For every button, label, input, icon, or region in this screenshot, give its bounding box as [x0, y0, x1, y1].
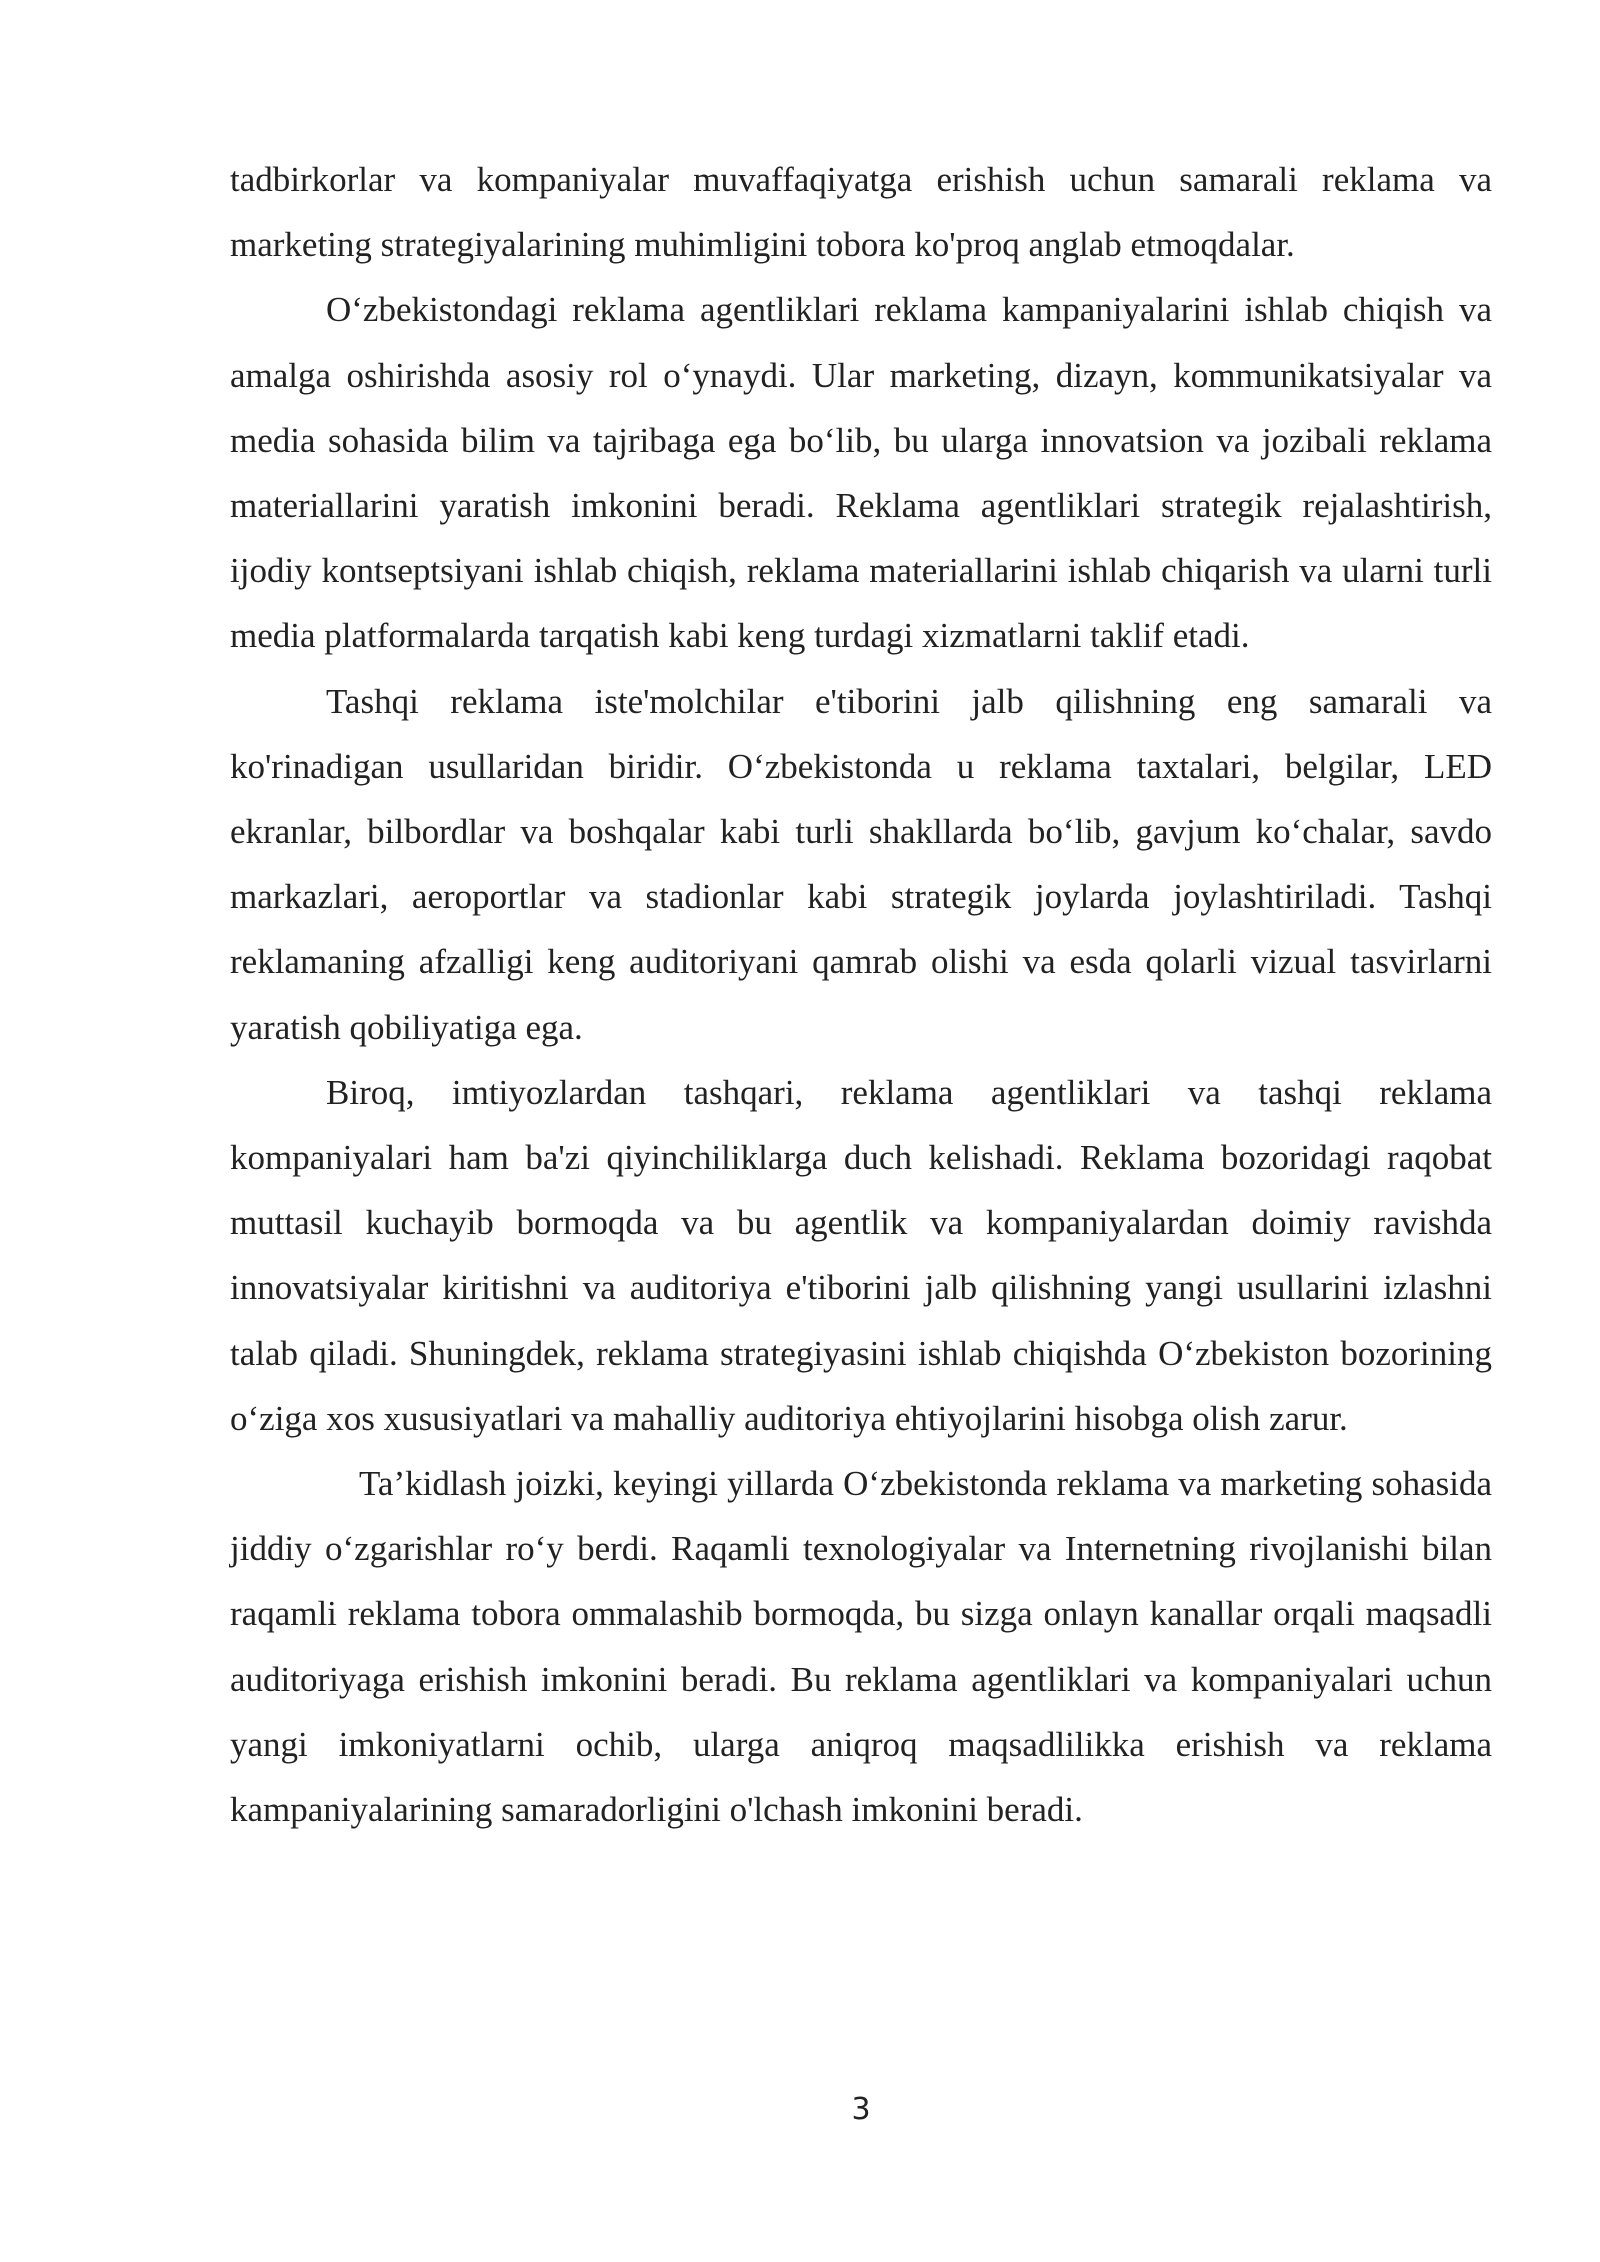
- document-body: [230, 147, 1492, 1842]
- paragraph-qiyinchiliklar: Biroq, imtiyozlardan tashqari, reklama agentliklari va tashqi reklama kompaniyalari ham ba'zi qiyinchiliklarga duch kelishadi. Reklama bozoridagi raqobat muttasil kuchayib bormoqda va bu agentlik va kompaniyalardan doimiy ravishda innovatsiyalar kiritishni va auditoriya e'tiborini jalb qilishning yangi usullarini izlashni talab qiladi. Shuningdek, reklama strategiyasini ishlab chiqishda O‘zbekiston bozorining o‘ziga xos xususiyatlari va mahalliy auditoriya ehtiyojlarini hisobga olish zarur.: [230, 1072, 1492, 1438]
- paragraph-continuation: tadbirkorlar va kompaniyalar muvaffaqiyatga erishish uchun samarali reklama va marketing strategiyalarining muhimligini tobora ko'proq anglab etmoqdalar.: [230, 160, 1492, 265]
- paragraph-tashqi-reklama: Tashqi reklama iste'molchilar e'tiborini jalb qilishning eng samarali va ko'rinadigan usullaridan biridir. O‘zbekistonda u reklama taxtalari, belgilar, LED ekranlar, bilbordlar va boshqalar kabi turli shakllarda bo‘lib, gavjum ko‘chalar, savdo markazlari, aeroportlar va stadionlar kabi strategik joylarda joylashtiriladi. Tashqi reklamaning afzalligi keng auditoriyani qamrab olishi va esda qolarli vizual tasvirlarni yaratish qobiliyatiga ega.: [230, 681, 1492, 1047]
- page-number: 3: [851, 2092, 871, 2127]
- paragraph-reklama-agentliklari: O‘zbekistondagi reklama agentliklari reklama kampaniyalarini ishlab chiqish va amalga oshirishda asosiy rol o‘ynaydi. Ular marketing, dizayn, kommunikatsiyalar va media sohasida bilim va tajribaga ega bo‘lib, bu ularga innovatsion va jozibali reklama materiallarini yaratish imkonini beradi. Reklama agentliklari strategik rejalashtirish, ijodiy kontseptsiyani ishlab chiqish, reklama materiallarini ishlab chiqarish va ularni turli media platformalarda tarqatish kabi keng turdagi xizmatlarni taklif etadi.: [230, 290, 1492, 656]
- paragraph-raqamli-reklama: Ta’kidlash joizki, keyingi yillarda O‘zbekistonda reklama va marketing sohasida jiddiy o‘zgarishlar ro‘y berdi. Raqamli texnologiyalar va Internetning rivojlanishi bilan raqamli reklama tobora ommalashib bormoqda, bu sizga onlayn kanallar orqali maqsadli auditoriyaga erishish imkonini beradi. Bu reklama agentliklari va kompaniyalari uchun yangi imkoniyatlarni ochib, ularga aniqroq maqsadlilikka erishish va reklama kampaniyalarining samaradorligini o'lchash imkonini beradi.: [230, 1464, 1492, 1830]
